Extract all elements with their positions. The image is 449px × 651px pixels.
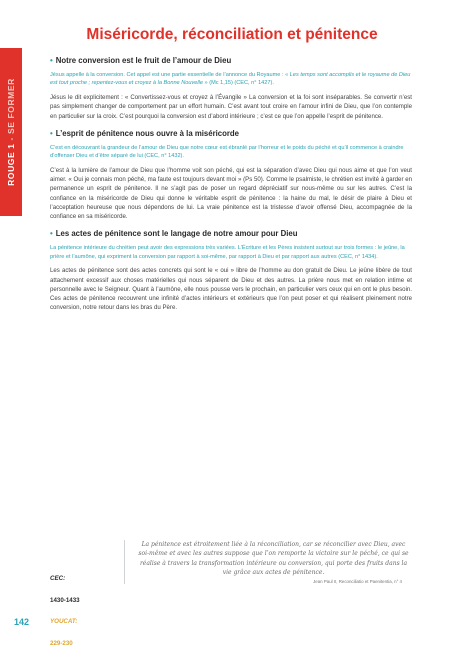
citation-source: Jean Paul II, Reconciliatio et Paenitentia, n° 4 <box>313 579 402 585</box>
bullet-icon: • <box>50 229 53 239</box>
catechism-quote <box>50 71 412 88</box>
section-conversion <box>50 56 412 121</box>
sidebar-main-label: ROUGE 1 <box>6 143 17 186</box>
citation-box <box>124 540 410 584</box>
page-number: 142 <box>14 617 30 627</box>
youcat-label: YOUCAT: <box>50 618 78 626</box>
youcat-value: 229-230 <box>50 639 73 647</box>
quote-text: Jésus appelle à la conversion. Cet appel est une partie essentielle de l’annonce du Royaume : « <box>50 71 289 78</box>
section-penitence-spirit <box>50 129 412 222</box>
page-title: Miséricorde, réconciliation et pénitence <box>86 26 378 43</box>
sidebar-label <box>0 48 22 216</box>
section-heading-text: L’esprit de pénitence nous ouvre à la miséricorde <box>55 128 240 138</box>
references <box>50 565 80 651</box>
cec-label: CEC: <box>50 575 66 582</box>
body-paragraph: Jésus le dit explicitement : « Convertissez-vous et croyez à l’Évangile » La conversion et la foi sont inséparables. Se convertir n’est pas simplement changer de comportement par un effort humain. C’est avant tout croire en l’amour infini de Dieu, que l’on contemple en particulier sur la croix. C’est pourquoi la conversion est d’abord intérieure ; c’est ce que l’on appelle l’esprit de pénitence. <box>50 94 412 120</box>
bullet-icon: • <box>50 128 53 138</box>
body-paragraph: C’est à la lumière de l’amour de Dieu que l’homme voit son péché, qui est la séparation d’avec Dieu qui nous aime et que l’on veut aimer. « Oui je connais mon péché, ma faute est toujours devant moi » (Ps 50). Comme le psalmiste, le chrétien est invité à garder en permanence un esprit de pénitence. Il ne s’agit pas de poser un regard dépréciatif sur nous-même ou sur les autres. C’est la confiance en la miséricorde de Dieu qui donne le véritable esprit de pénitence : la haine du mal, le désir de plaire à Dieu et l’acceptation heureuse que nous dépendons de lui. La vraie pénitence est la tristesse d’avoir offensé Dieu, accompagnée de la confiance en sa miséricorde. <box>50 166 412 221</box>
cec-value: 1430-1433 <box>50 596 80 604</box>
section-heading-text: Les actes de pénitence sont le langage de notre amour pour Dieu <box>55 229 298 239</box>
section-heading <box>50 229 412 239</box>
sidebar-sub-label: - SE FORMER <box>6 78 17 144</box>
quote-italic-text: Les temps sont accomplis et le royaume de Dieu est tout proche ; repentez-vous et croyez à la Bonne Nouvelle <box>50 71 411 87</box>
main-content <box>50 56 412 321</box>
citation-text: La pénitence est étroitement liée à la réconciliation, car se réconcilier avec Dieu, avec soi-même et avec les autres suppose que l’on remporte la victoire sur le péché, ce qui se réalise à travers la transformation intérieure ou conversion, qui porte des fruits dans la vie grâce aux actes de pénitence. <box>138 541 409 576</box>
bullet-icon: • <box>50 56 53 65</box>
catechism-quote: C’est en découvrant la grandeur de l’amour de Dieu que notre cœur est ébranlé par l’horreur et le poids du péché et qu’il commence à craindre d’offenser Dieu et d’être séparé de lui (CEC, n° 1432). <box>50 144 404 160</box>
section-heading <box>50 56 412 66</box>
section-heading <box>50 129 412 139</box>
body-paragraph: Les actes de pénitence sont des actes concrets qui sont le « oui » libre de l’homme au don gratuit de Dieu. Le jeûne libère de tout attachement excessif aux choses matérielles qui nous séparent de Dieu et des autres. La prière nous met en relation intime et personnelle avec le Seigneur. Quant à l’aumône, elle nous pousse vers le prochain, en particulier vers ceux qui en ont le plus besoin. Ces actes de pénitence recouvrent une infinité d’actes intérieurs et extérieurs que l’on peut poser et qui réalisent pleinement notre conversion, notre retour dans les bras du Père. <box>50 267 412 312</box>
section-penitence-acts <box>50 229 412 312</box>
section-heading-text: Notre conversion est le fruit de l’amour de Dieu <box>55 56 232 65</box>
catechism-quote: La pénitence intérieure du chrétien peut avoir des expressions très variées. L’Écriture et les Pères insistent surtout sur trois formes : le jeûne, la prière et l’aumône, qui expriment la conversion par rapport à soi-même, par rapport à Dieu et par rapport aux autres (CEC, n° 1434). <box>50 245 405 260</box>
quote-text-end: » (Mc 1,15) (CEC, n° 1427). <box>202 80 274 87</box>
